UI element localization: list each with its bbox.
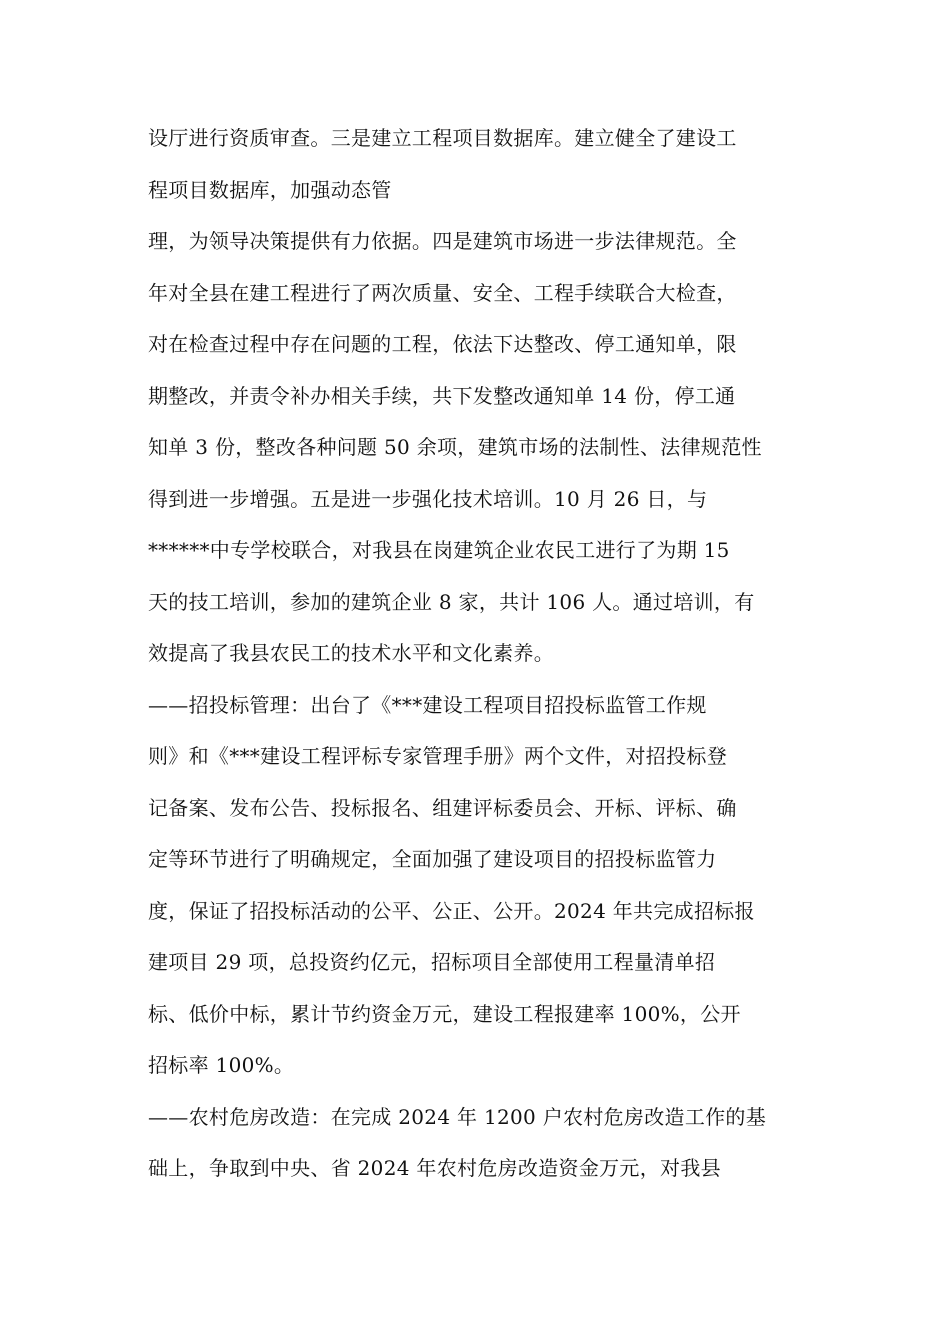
text-line: 对在检查过程中存在问题的工程，依法下达整改、停工通知单，限 [148,332,737,356]
text-line: 年对全县在建工程进行了两次质量、安全、工程手续联合大检查， [148,280,737,305]
text-line: 知单 3 份，整改各种问题 50 余项，建筑市场的法制性、法律规范性 [148,435,762,459]
text-line: ——农村危房改造：在完成 2024 年 1200 户农村危房改造工作的基 [148,1104,767,1129]
text-line: ******中专学校联合，对我县在岗建筑企业农民工进行了为期 15 [148,538,730,562]
text-line: 程项目数据库，加强动态管 [148,177,392,202]
text-line: 理，为领导决策提供有力依据。四是建筑市场进一步法律规范。全 [148,229,737,253]
text-line: 标、低价中标，累计节约资金万元，建设工程报建率 100%，公开 [148,1001,741,1026]
text-line: 建项目 29 项，总投资约亿元，招标项目全部使用工程量清单招 [148,950,716,974]
text-line: 招标率 100%。 [148,1053,295,1077]
text-line: 效提高了我县农民工的技术水平和文化素养。 [148,641,554,665]
text-line: 定等环节进行了明确规定，全面加强了建设项目的招投标监管力 [148,847,717,871]
text-line: 得到进一步增强。五是进一步强化技术培训。10 月 26 日，与 [148,486,708,511]
document-body [148,118,828,1200]
text-line: 期整改，并责令补办相关手续，共下发整改通知单 14 份，停工通 [148,383,736,408]
text-line: 度，保证了招投标活动的公平、公正、公开。2024 年共完成招标报 [148,898,755,923]
text-line: 天的技工培训，参加的建筑企业 8 家，共计 106 人。通过培训，有 [148,589,755,614]
text-line: ——招投标管理：出台了《***建设工程项目招投标监管工作规 [148,692,707,717]
text-line: 础上，争取到中央、省 2024 年农村危房改造资金万元，对我县 [148,1156,721,1180]
text-line: 设厅进行资质审查。三是建立工程项目数据库。建立健全了建设工 [148,126,737,150]
text-line: 则》和《***建设工程评标专家管理手册》两个文件，对招投标登 [148,744,727,768]
text-line: 记备案、发布公告、投标报名、组建评标委员会、开标、评标、确 [148,795,737,820]
